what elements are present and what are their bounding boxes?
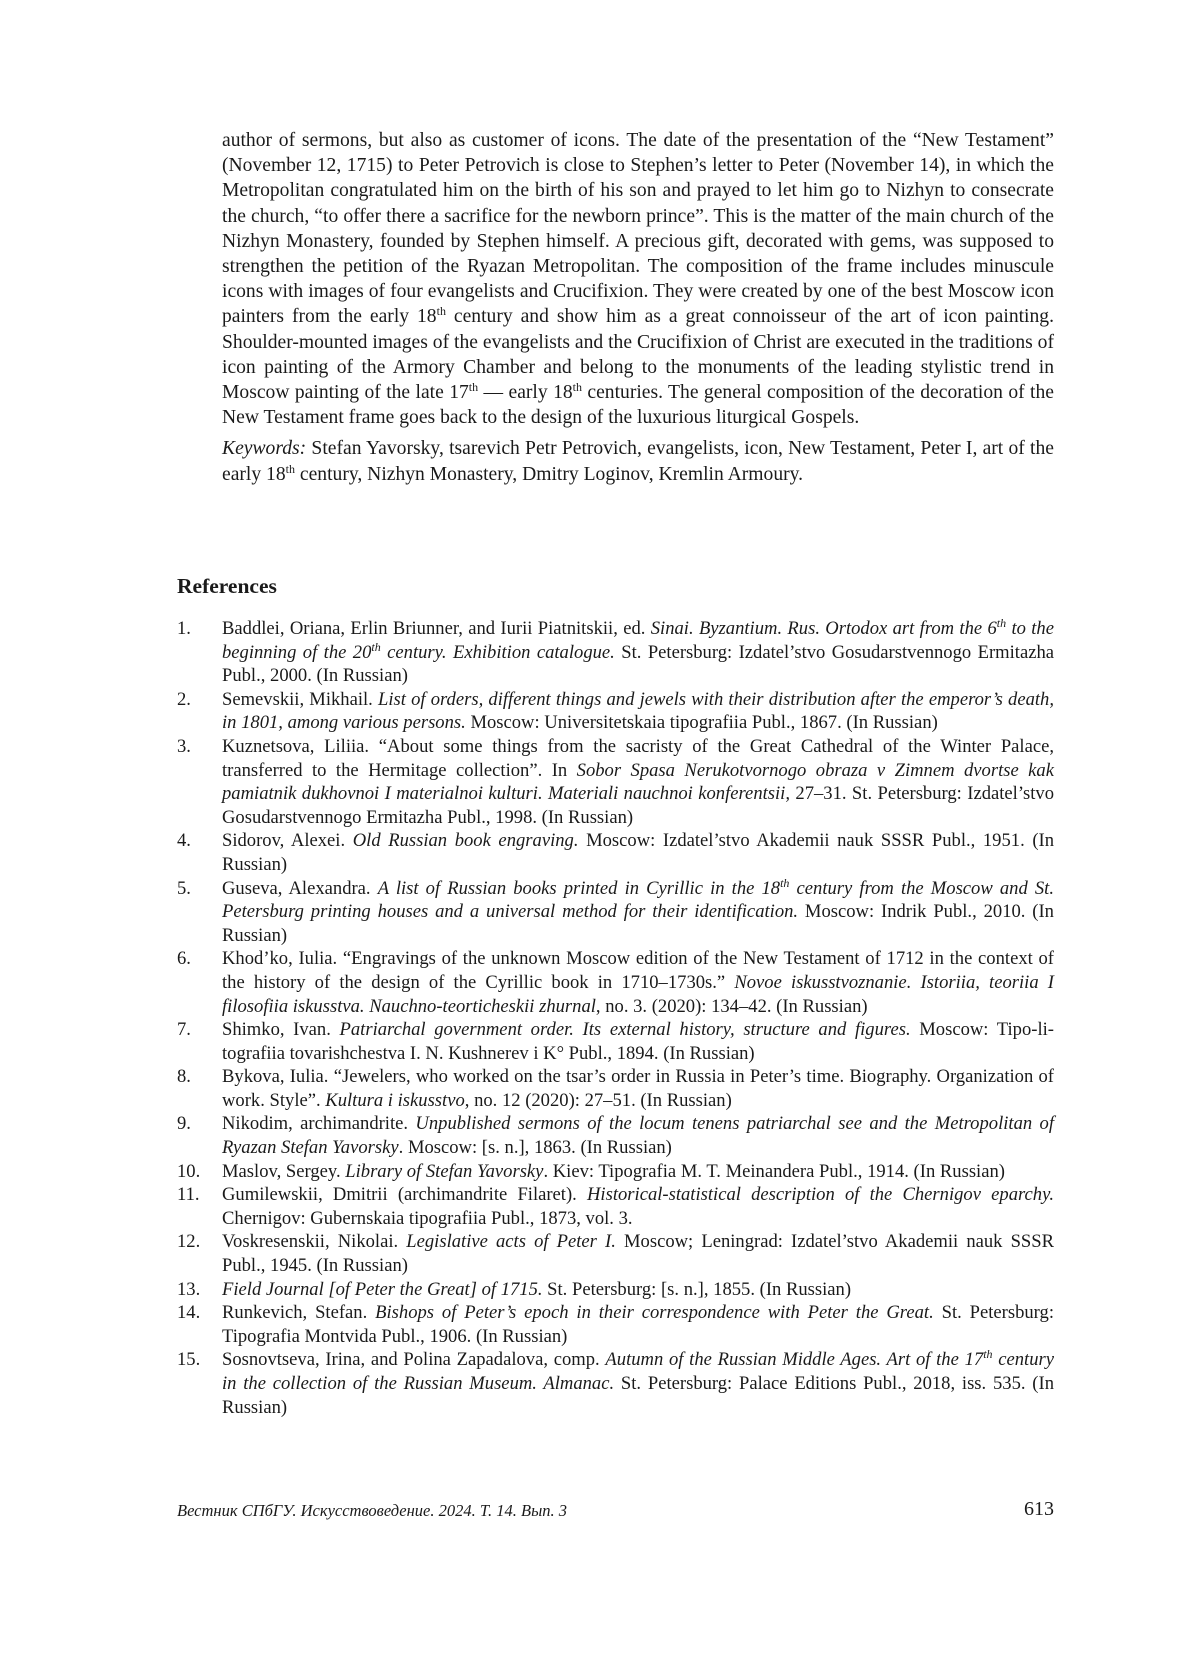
italic-text: Keywords: — [222, 438, 307, 460]
text-run: St. Petersburg: Izdatel’stvo Gosudarstvennogo Ermitazha Publ., 2000. (In Russian) — [222, 641, 1055, 687]
reference-item — [177, 1230, 1054, 1277]
reference-number: 4. — [177, 830, 191, 852]
reference-item — [177, 1065, 1054, 1112]
reference-item — [177, 617, 1054, 688]
reference-text — [222, 1066, 1054, 1111]
reference-item — [177, 1348, 1054, 1419]
text-run: Sosnovtseva, Irina, and Polina Zapadalova, comp. — [222, 1349, 606, 1371]
text-run: Moscow; Leningrad: Izdatel’stvo Akademii nauk SSSR Publ., 1945. (In Russian) — [222, 1231, 1055, 1277]
text-run: Guseva, Alexandra. — [222, 877, 378, 899]
reference-number: 9. — [177, 1113, 191, 1135]
italic-text: to the beginning of the 20 — [222, 618, 1054, 663]
italic-text: century. Exhibition catalogue. — [380, 641, 615, 663]
italic-text: Sobor Spasa Nerukotvornogo obraza v Zimnem dvortse kak pamiatnik dukhovnoi I materialnoi kulturi. Materiali nauchnoi konferentsii, — [222, 759, 1054, 805]
italic-text: Unpublished sermons of the locum tenens patriarchal see and the Metropolitan of Ryazan Stefan Yavorsky — [222, 1113, 1055, 1159]
text-run: St. Petersburg: Palace Editions Publ., 2018, iss. 535. (In Russian) — [222, 1373, 1054, 1418]
reference-text — [222, 689, 1054, 734]
superscript: th — [371, 639, 381, 654]
reference-number: 14. — [177, 1302, 201, 1324]
reference-text — [222, 1019, 1054, 1064]
superscript: th — [468, 380, 479, 395]
reference-number: 2. — [177, 688, 191, 710]
text-run: Maslov, Sergey. — [222, 1160, 346, 1182]
reference-item — [177, 829, 1054, 876]
text-run: Moscow: Tipo-litografiia tovarishchestva I. N. Kushnerev i K° Publ., 1894. (In Russian) — [222, 1019, 1054, 1064]
reference-item — [177, 947, 1054, 1018]
reference-text — [222, 1161, 1005, 1182]
reference-text — [222, 948, 1054, 1016]
text-run: Khod’ko, Iulia. “Engravings of the unknown Moscow edition of the New Testament of 1712 in the context of the history of the design of the Cyrillic book in 1710–1730s.” — [222, 948, 1054, 993]
reference-number: 1. — [177, 618, 191, 639]
superscript: th — [780, 875, 790, 890]
reference-item — [177, 1183, 1054, 1230]
text-run: Chernigov: Gubernskaia tipografiia Publ., 1873, vol. 3. — [222, 1207, 633, 1229]
reference-text — [222, 1302, 1054, 1347]
keywords-paragraph — [222, 436, 1054, 486]
italic-text: Old Russian book engraving. — [352, 830, 579, 852]
reference-text — [222, 875, 1054, 946]
references-heading: References — [177, 574, 277, 598]
italic-text: Historical-statistical description of the Chernigov eparchy. — [587, 1184, 1054, 1206]
reference-number: 12. — [177, 1231, 201, 1253]
superscript: th — [572, 380, 583, 395]
italic-text: century from the Moscow and St. Petersburg printing houses and a universal method for their identification. — [222, 877, 1054, 923]
reference-item — [177, 1278, 1054, 1302]
reference-text — [222, 1279, 851, 1300]
reference-number: 15. — [177, 1349, 201, 1371]
reference-number: 8. — [177, 1066, 191, 1088]
reference-item — [177, 877, 1054, 948]
superscript: th — [436, 304, 446, 319]
text-run: Kuznetsova, Liliia. “About some things from the sacristy of the Great Cathedral of the Winter Palace, transferred to the Hermitage collection”. In — [222, 735, 1054, 781]
superscript: th — [285, 461, 295, 476]
italic-text: Sinai. Byzantium. Rus. Ortodox art from the 6 — [650, 618, 997, 639]
italic-text: century in the collection of the Russian Museum. Almanac. — [222, 1349, 1055, 1394]
text-run: Sidorov, Alexei. — [222, 830, 353, 852]
reference-number: 6. — [177, 948, 191, 970]
reference-text — [222, 1184, 1054, 1229]
reference-text — [222, 1231, 1054, 1276]
italic-text: Patriarchal government order. Its external history, structure and figures. — [339, 1019, 911, 1041]
reference-number: 7. — [177, 1019, 191, 1041]
text-run: Moscow: Indrik Publ., 2010. (In Russian) — [222, 901, 1054, 946]
text-run: , no. 12 (2020): 27–51. (In Russian) — [464, 1089, 732, 1111]
italic-text: Bishops of Peter’s epoch in their correspondence with Peter the Great. — [375, 1302, 934, 1324]
italic-text: List of orders, different things and jewels with their distribution after the emperor’s death, in 1801, among various persons. — [222, 688, 1054, 734]
text-run: Baddlei, Oriana, Erlin Briunner, and Iurii Piatnitskii, ed. — [222, 618, 651, 639]
text-run: . Kiev: Tipografia M. T. Meinandera Publ., 1914. (In Russian) — [543, 1160, 1005, 1182]
italic-text: A list of Russian books printed in Cyrillic in the 18 — [377, 877, 781, 899]
abstract-paragraph — [222, 128, 1054, 430]
text-run: Nikodim, archimandrite. — [222, 1113, 416, 1135]
page-number: 613 — [1024, 1498, 1054, 1520]
text-run: , no. 3. (2020): 134–42. (In Russian) — [595, 995, 868, 1017]
text-run: — early 18 — [478, 382, 573, 404]
text-run: Stefan Yavorsky, tsarevich Petr Petrovich, evangelists, icon, New Testament, Peter I, art of the early 18 — [222, 438, 1054, 485]
reference-number: 3. — [177, 735, 191, 757]
text-run: centuries. The general composition of the decoration of the New Testament frame goes back to the design of the luxurious liturgical Gospels. — [222, 382, 1054, 429]
reference-number: 5. — [177, 877, 191, 899]
journal-citation: Вестник СПбГУ. Искусствоведение. 2024. Т. 14. Вып. 3 — [177, 1501, 568, 1520]
reference-text — [222, 618, 1054, 686]
superscript: th — [996, 616, 1007, 630]
text-run: St. Petersburg: Tipografia Montvida Publ., 1906. (In Russian) — [222, 1302, 1054, 1347]
reference-text — [222, 1113, 1054, 1158]
text-run: St. Petersburg: [s. n.], 1855. (In Russian) — [542, 1278, 852, 1300]
references-list — [177, 617, 1054, 1419]
text-run: author of sermons, but also as customer of icons. The date of the presentation of the “New Testament” (November 12, 1715) to Peter Petrovich is close to Stephen’s letter to Peter (November 14), in which the Metropolitan congratulated him on the birth of his son and prayed to let him go to Nizhyn to consecrate the church, “to offer there a sacrifice for the newborn prince”. This is the matter of the main church of the Nizhyn Monastery, founded by Stephen himself. A precious gift, decorated with gems, was supposed to strengthen the petition of the Ryazan Metropolitan. The composition of the frame includes minuscule icons with images of four evangelists and Crucifixion. They were created by one of the best Moscow icon painters from the early 18 — [222, 130, 1054, 328]
italic-text: Novoe iskusstvoznanie. Istoriia, teoriia I filosofiia iskusstva. Nauchno-teorticheskii zhurnal — [222, 971, 1054, 1017]
text-run: Moscow: Universitetskaia tipografiia Publ., 1867. (In Russian) — [465, 712, 938, 734]
text-run: . Moscow: [s. n.], 1863. (In Russian) — [398, 1137, 672, 1159]
text-run: Bykova, Iulia. “Jewelers, who worked on the tsar’s order in Russia in Peter’s time. Biography. Organization of work. Style”. — [222, 1066, 1054, 1111]
reference-item — [177, 1301, 1054, 1348]
text-run: Semevskii, Mikhail. — [222, 688, 378, 710]
italic-text: Kultura i iskusstvo — [325, 1089, 465, 1111]
italic-text: Library of Stefan Yavorsky — [345, 1160, 544, 1182]
text-run: 27–31. St. Petersburg: Izdatel’stvo Gosudarstvennogo Ermitazha Publ., 1998. (In Russian) — [222, 783, 1054, 828]
text-run: Runkevich, Stefan. — [222, 1302, 376, 1324]
reference-text — [222, 736, 1054, 828]
reference-number: 10. — [177, 1160, 201, 1182]
text-run: century, Nizhyn Monastery, Dmitry Loginov, Kremlin Armoury. — [295, 463, 804, 485]
italic-text: Autumn of the Russian Middle Ages. Art of the 17 — [605, 1349, 984, 1371]
text-run: Gumilewskii, Dmitrii (archimandrite Filaret). — [222, 1184, 587, 1206]
reference-item — [177, 688, 1054, 735]
text-run: century and show him as a great connoisseur of the art of icon painting. Shoulder-mounted images of the evangelists and the Crucifixion of Christ are executed in the traditions of icon painting of the Armory Chamber and belong to the monuments of the leading stylistic trend in Moscow painting of the late 17 — [222, 306, 1054, 404]
reference-item — [177, 735, 1054, 829]
italic-text: Field Journal [of Peter the Great] of 1715. — [222, 1278, 543, 1300]
reference-text — [222, 1349, 1054, 1417]
reference-number: 11. — [177, 1184, 200, 1206]
superscript: th — [983, 1347, 993, 1362]
abstract-block — [222, 128, 1054, 487]
reference-number: 13. — [177, 1278, 201, 1300]
text-run: Voskresenskii, Nikolai. — [222, 1231, 407, 1253]
text-run: Moscow: Izdatel’stvo Akademii nauk SSSR Publ., 1951. (In Russian) — [222, 830, 1055, 875]
reference-item — [177, 1160, 1054, 1184]
italic-text: Legislative acts of Peter I. — [406, 1231, 616, 1253]
reference-item — [177, 1018, 1054, 1065]
reference-item — [177, 1112, 1054, 1159]
text-run: Shimko, Ivan. — [222, 1019, 340, 1041]
reference-text — [222, 830, 1054, 875]
